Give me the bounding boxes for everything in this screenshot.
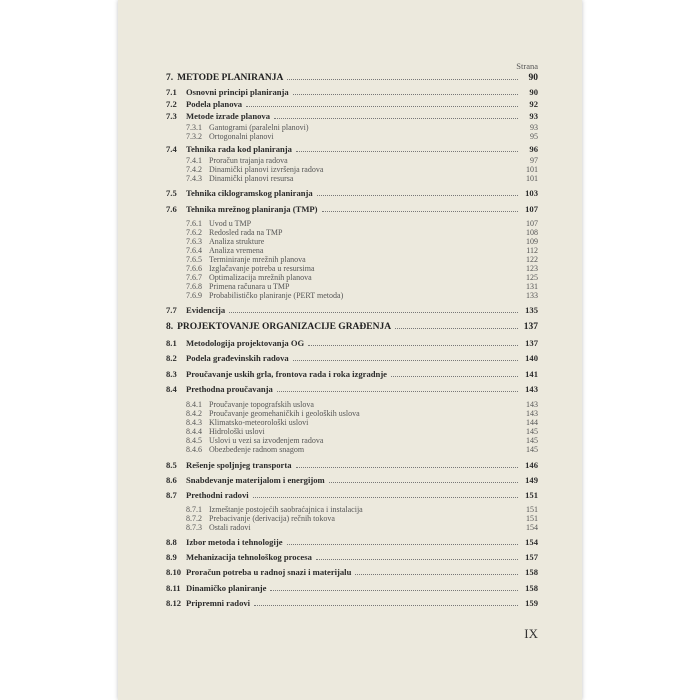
dot-leader [391, 376, 518, 377]
toc-entry-number: 7.3.2 [186, 132, 202, 141]
toc-entry-number: 7.6.4 [186, 246, 202, 255]
toc-entry-number: 8.2 [166, 353, 177, 363]
toc-entry-page: 109 [526, 237, 538, 246]
toc-entry-number: 7. [166, 73, 174, 83]
toc-entry-page: 123 [526, 264, 538, 273]
toc-entry-number: 7.6 [166, 204, 177, 214]
toc-entry-title: Prethodna proučavanja [186, 384, 273, 394]
toc-entry [166, 87, 538, 99]
toc-entry-title: Pripremni radovi [186, 598, 251, 608]
dot-leader [270, 590, 518, 591]
toc-entry-page: 93 [530, 123, 538, 132]
toc-entry-page: 158 [525, 567, 538, 577]
toc-entry [166, 567, 538, 579]
toc-entry-title: Proučavanje uskih grla, frontova rada i roka izgradnje [186, 369, 388, 379]
toc-entry-page: 107 [525, 204, 538, 214]
toc-entry-page: 143 [526, 400, 538, 409]
toc-entry [166, 305, 538, 317]
dot-leader [316, 559, 518, 560]
toc-entry-page: 144 [526, 418, 538, 427]
toc-entry [166, 99, 538, 111]
toc-entry-number: 7.6.2 [186, 228, 202, 237]
toc-entry-page: 143 [526, 409, 538, 418]
toc-entry-title: Osnovni principi planiranja [186, 87, 289, 97]
toc-entry-title: Podela građevinskih radova [186, 353, 289, 363]
dot-leader [287, 544, 518, 545]
toc-entry-page: 137 [523, 322, 538, 332]
toc-entry-number: 8.4 [166, 384, 177, 394]
dot-leader [277, 391, 518, 392]
toc-entry-title: Podela planova [186, 99, 243, 109]
toc-entry-page: 141 [525, 369, 538, 379]
toc-entry-page: 133 [526, 291, 538, 300]
toc-entry-number: 7.5 [166, 188, 177, 198]
toc-entry-number: 7.6.8 [186, 282, 202, 291]
toc-entry-title: Probabilističko planiranje (PERT metoda) [209, 291, 344, 300]
toc-entry-page: 149 [525, 475, 538, 485]
toc-entry-title: Proučavanje geomehaničkih i geoloških uslova [209, 409, 360, 418]
toc-entry-number: 8.4.6 [186, 445, 202, 454]
toc-entry-title: Hidrološki uslovi [209, 427, 265, 436]
toc-entry [166, 598, 538, 610]
toc-entry-page: 107 [526, 219, 538, 228]
toc-entry-page: 151 [525, 490, 538, 500]
toc-entry-page: 151 [526, 505, 538, 514]
toc-entry [166, 73, 538, 85]
toc-entry-number: 8.7 [166, 490, 177, 500]
toc-entry-title: Proračun potreba u radnoj snazi i materijalu [186, 567, 352, 577]
toc-entry-number: 8.4.2 [186, 409, 202, 418]
toc-entry [166, 204, 538, 216]
toc-entry-number: 8.1 [166, 338, 177, 348]
dot-leader [254, 605, 518, 606]
toc-entry-number: 7.4.2 [186, 165, 202, 174]
dot-leader [253, 497, 518, 498]
dot-leader [296, 467, 518, 468]
toc-entry-page: 131 [526, 282, 538, 291]
dot-leader [322, 211, 518, 212]
toc-entry-title: Terminiranje mrežnih planova [209, 255, 306, 264]
toc-entry-number: 7.6.5 [186, 255, 202, 264]
dot-leader [293, 94, 518, 95]
toc-entry-page: 140 [525, 353, 538, 363]
toc-entry [166, 111, 538, 123]
toc-entry-number: 8.5 [166, 460, 177, 470]
dot-leader [293, 360, 518, 361]
toc-entry-number: 7.4.3 [186, 174, 202, 183]
toc-entry-number: 7.6.9 [186, 291, 202, 300]
toc-entry-number: 8.3 [166, 369, 177, 379]
dot-leader [395, 328, 518, 329]
toc-entry-page: 101 [526, 174, 538, 183]
dot-leader [355, 574, 518, 575]
toc-entry-number: 7.4.1 [186, 156, 202, 165]
page-column-header: Strana [516, 61, 538, 71]
dot-leader [296, 151, 518, 152]
toc-entry [166, 338, 538, 350]
toc-entry-page: 108 [526, 228, 538, 237]
toc-entry-title: Dinamički planovi izvršenja radova [209, 165, 324, 174]
toc-entry-title: Tehnika ciklogramskog planiranja [186, 188, 313, 198]
toc-entry-page: 137 [525, 338, 538, 348]
toc-entry-number: 8.8 [166, 537, 177, 547]
book-page [118, 0, 582, 700]
toc-entry [166, 583, 538, 595]
toc-entry-page: 145 [526, 445, 538, 454]
toc-entry [166, 537, 538, 549]
toc-entry-title: Prethodni radovi [186, 490, 249, 500]
toc-entry-number: 7.6.6 [186, 264, 202, 273]
dot-leader [229, 312, 518, 313]
dot-leader [329, 482, 518, 483]
toc-entry-title: Gantogrami (paralelni planovi) [209, 123, 309, 132]
toc-entry [166, 144, 538, 156]
toc-entry-title: Ostali radovi [209, 523, 251, 532]
dot-leader [317, 195, 518, 196]
toc-entry [166, 523, 538, 535]
toc-entry-title: Klimatsko-meteorološki uslovi [209, 418, 309, 427]
toc-entry-page: 135 [525, 305, 538, 315]
toc-entry-title: Uslovi u vezi sa izvođenjem radova [209, 436, 324, 445]
toc-entry-number: 8.7.3 [186, 523, 202, 532]
toc-entry-page: 145 [526, 436, 538, 445]
toc-entry-title: Rešenje spoljnjeg transporta [186, 460, 292, 470]
toc-entry-number: 7.6.1 [186, 219, 202, 228]
toc-entry-title: Metodologija projektovanja OG [186, 338, 305, 348]
toc-entry-title: Analiza strukture [209, 237, 265, 246]
toc-entry-number: 7.6.7 [186, 273, 202, 282]
toc-entry-page: 151 [526, 514, 538, 523]
toc-entry-page: 90 [529, 87, 538, 97]
page-number: IX [524, 626, 538, 641]
toc-entry-title: Evidencija [186, 305, 226, 315]
toc-entry [166, 384, 538, 396]
table-of-contents [118, 0, 582, 700]
toc-entry-title: Obezbeđenje radnom snagom [209, 445, 305, 454]
toc-entry-number: 7.2 [166, 99, 177, 109]
toc-entry-title: Redosled rada na TMP [209, 228, 283, 237]
toc-entry-page: 159 [525, 598, 538, 608]
toc-entry-number: 7.3.1 [186, 123, 202, 132]
toc-entry-number: 8.11 [166, 583, 181, 593]
toc-entry-page: 145 [526, 427, 538, 436]
toc-entry-number: 8.9 [166, 552, 177, 562]
toc-entry-page: 92 [529, 99, 538, 109]
toc-entry-page: 96 [529, 144, 538, 154]
toc-entry-number: 7.3 [166, 111, 177, 121]
toc-entry-page: 101 [526, 165, 538, 174]
toc-entry-number: 7.6.3 [186, 237, 202, 246]
toc-entry-number: 7.4 [166, 144, 177, 154]
toc-entry-page: 146 [525, 460, 538, 470]
toc-entry-page: 103 [525, 188, 538, 198]
toc-entry-title: Tehnika rada kod planiranja [186, 144, 292, 154]
toc-entry-title: Uvod u TMP [209, 219, 252, 228]
toc-entry-number: 8. [166, 322, 174, 332]
toc-entry-title: Ortogonalni planovi [209, 132, 274, 141]
toc-entry-page: 143 [525, 384, 538, 394]
toc-entry-title: PROJEKTOVANJE ORGANIZACIJE GRAĐENJA [177, 322, 392, 332]
toc-entry-title: Analiza vremena [209, 246, 264, 255]
toc-entry-title: Izbor metoda i tehnologije [186, 537, 283, 547]
toc-entry-page: 93 [529, 111, 538, 121]
toc-entry-number: 8.4.1 [186, 400, 202, 409]
toc-entry-page: 95 [530, 132, 538, 141]
toc-entry-title: Mehanizacija tehnološkog procesa [186, 552, 312, 562]
toc-entry [166, 475, 538, 487]
toc-entry-title: Primena računara u TMP [209, 282, 290, 291]
toc-entry-title: Proučavanje topografskih uslova [209, 400, 314, 409]
toc-entry [166, 445, 538, 457]
toc-entry-page: 154 [525, 537, 538, 547]
toc-entry-number: 8.10 [166, 567, 182, 577]
dot-leader [274, 118, 518, 119]
dot-leader [308, 345, 518, 346]
toc-entry-page: 157 [525, 552, 538, 562]
toc-entry-number: 8.4.5 [186, 436, 202, 445]
toc-entry-number: 8.6 [166, 475, 177, 485]
toc-entry [166, 552, 538, 564]
toc-entry-number: 8.4.4 [186, 427, 202, 436]
toc-entry-number: 8.7.1 [186, 505, 202, 514]
toc-entry [166, 188, 538, 200]
toc-entry-number: 8.7.2 [186, 514, 202, 523]
toc-entry-title: Tehnika mrežnog planiranja (TMP) [186, 204, 318, 214]
toc-entry-title: Metode izrade planova [186, 111, 271, 121]
toc-entry-title: Prebacivanje (derivacija) rečnih tokova [209, 514, 335, 523]
toc-entry-title: Dinamički planovi resursa [209, 174, 294, 183]
toc-entry [166, 369, 538, 381]
toc-entry-page: 97 [530, 156, 538, 165]
toc-entry-title: Dinamičko planiranje [186, 583, 267, 593]
toc-entry-page: 112 [526, 246, 538, 255]
toc-entry [166, 174, 538, 186]
toc-entry-page: 122 [526, 255, 538, 264]
toc-entry-title: METODE PLANIRANJA [177, 73, 284, 83]
toc-entry-number: 8.12 [166, 598, 182, 608]
toc-entry-title: Optimalizacija mrežnih planova [209, 273, 312, 282]
toc-entry [166, 291, 538, 303]
toc-entry-title: Snabdevanje materijalom i energijom [186, 475, 325, 485]
toc-entry [166, 132, 538, 144]
toc-entry-title: Proračun trajanja radova [209, 156, 288, 165]
dot-leader [287, 79, 518, 80]
toc-entry-page: 125 [526, 273, 538, 282]
toc-entry-page: 154 [526, 523, 538, 532]
toc-entry-page: 158 [525, 583, 538, 593]
toc-entry [166, 322, 538, 334]
toc-entry-page: 90 [528, 73, 538, 83]
toc-entry-number: 7.7 [166, 305, 177, 315]
toc-entry-number: 7.1 [166, 87, 177, 97]
toc-entry [166, 490, 538, 502]
toc-entry-title: Izglačavanje potreba u resursima [209, 264, 315, 273]
dot-leader [246, 106, 518, 107]
toc-entry-number: 8.4.3 [186, 418, 202, 427]
toc-entry [166, 460, 538, 472]
toc-entry-title: Izmeštanje postojećih saobraćajnica i instalacija [209, 505, 363, 514]
toc-entry [166, 353, 538, 365]
